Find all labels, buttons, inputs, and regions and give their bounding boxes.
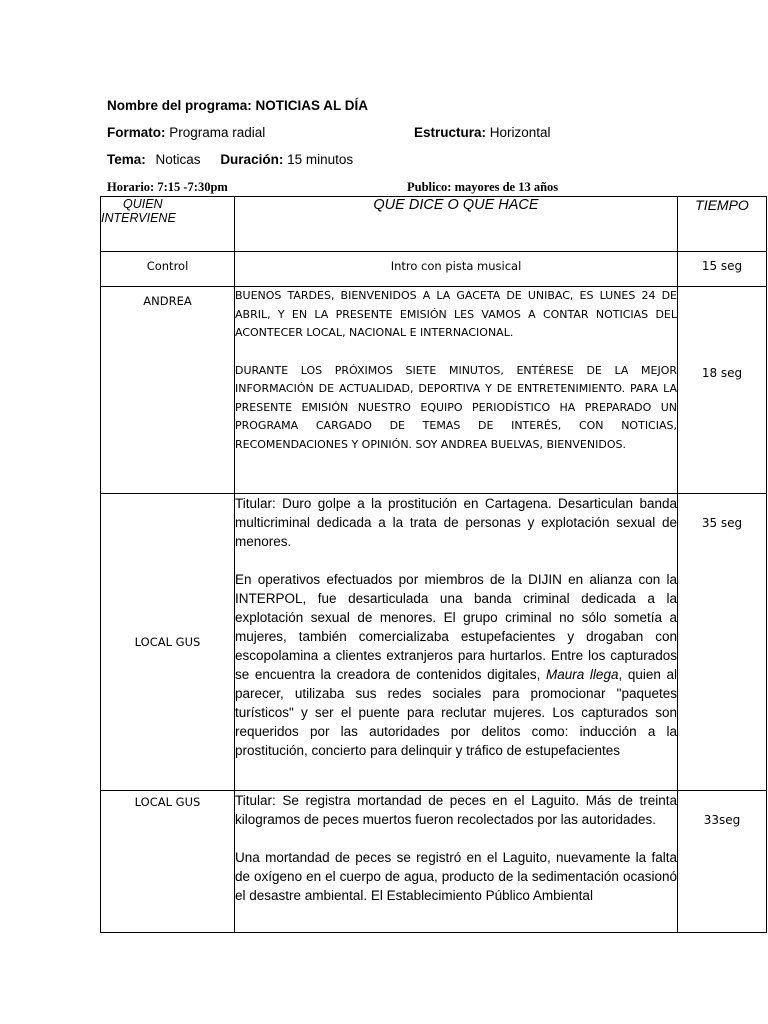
header-what: QUE DICE O QUE HACE: [235, 197, 678, 252]
format-line: [107, 125, 265, 140]
schedule-line: [107, 180, 228, 195]
audience-label: Publico:: [407, 180, 452, 194]
row-control-time: 15 seg: [678, 252, 767, 287]
gus1-body-italic: Maura llega: [546, 667, 619, 682]
andrea-paragraph-2: DURANTE LOS PRÓXIMOS SIETE MINUTOS, ENTÉRESE DE LA MEJOR INFORMACIÓN DE ACTUALIDAD, DEPORTIVA Y DE ENTRETENIMIENTO. PARA LA PRESENTE EMISIÓN NUESTRO EQUIPO PERIODÍSTICO HA PREPARADO UN PROGRAMA CARGADO DE TEMAS DE INTERÉS, CON NOTICIAS, RECOMENDACIONES Y OPINIÓN. SOY ANDREA BUELVAS, BIENVENIDOS.: [235, 363, 677, 451]
theme-label: Tema:: [107, 152, 146, 167]
row-andrea-time: 18 seg: [678, 287, 767, 494]
row-control-what: Intro con pista musical: [235, 252, 678, 287]
row-gus1-script: [235, 494, 678, 791]
table-header-row: [101, 197, 767, 252]
program-name-line: [107, 98, 368, 113]
format-label: Formato:: [107, 125, 166, 140]
table-row-gus-1: [101, 494, 767, 791]
structure-line: [414, 125, 551, 140]
row-control-who: Control: [101, 252, 235, 287]
audience-line: [407, 180, 558, 195]
header-who-line1: QUIEN: [123, 197, 163, 211]
gus1-body: [235, 570, 677, 760]
row-andrea-script: [235, 287, 678, 494]
header-time: TIEMPO: [678, 197, 767, 252]
radio-script-table: [100, 196, 767, 933]
theme-line: [107, 152, 353, 167]
row-gus2-who: LOCAL GUS: [101, 791, 235, 933]
duration-label: Duración:: [220, 152, 284, 167]
andrea-paragraph-1: BUENOS TARDES, BIENVENIDOS A LA GACETA DE UNIBAC, ES LUNES 24 DE ABRIL, Y EN LA PRESENTE EMISIÓN LES VAMOS A CONTAR NOTICIAS DEL ACONTECER LOCAL, NACIONAL E INTERNACIONAL.: [235, 289, 677, 339]
theme-value: Noticas: [155, 152, 201, 167]
table-row-gus-2: [101, 791, 767, 933]
program-name-label: Nombre del programa:: [107, 98, 252, 113]
table-row-control: [101, 252, 767, 287]
program-name-value: NOTICIAS AL DÍA: [255, 98, 369, 113]
header-who: [101, 197, 235, 252]
audience-value: mayores de 13 años: [454, 180, 559, 194]
row-gus1-time: 35 seg: [678, 494, 767, 791]
header-who-line2: INTERVIENE: [101, 211, 176, 225]
row-andrea-who: ANDREA: [101, 287, 235, 494]
gus1-headline: Titular: Duro golpe a la prostitución en Cartagena. Desarticulan banda multicriminal dedicada a la trata de personas y explotación sexual de menores.: [235, 496, 677, 549]
row-gus1-who: LOCAL GUS: [101, 494, 235, 791]
row-gus2-script: [235, 791, 678, 933]
table-row-andrea: [101, 287, 767, 494]
structure-label: Estructura:: [414, 125, 487, 140]
row-gus2-time: 33seg: [678, 791, 767, 933]
gus2-headline: Titular: Se registra mortandad de peces en el Laguito. Más de treinta kilogramos de peces muertos fueron recolectados por las autoridades.: [235, 793, 677, 827]
format-value: Programa radial: [169, 125, 266, 140]
gus2-body: Una mortandad de peces se registró en el Laguito, nuevamente la falta de oxígeno en el cuerpo de agua, producto de la sedimentación ocasionó el desastre ambiental. El Establecimiento Público Ambiental: [235, 850, 677, 903]
duration-value: 15 minutos: [287, 152, 354, 167]
gus1-body-part1: En operativos efectuados por miembros de la DIJIN en alianza con la INTERPOL, fue desarticulada una banda criminal dedicada a la explotación sexual de menores. El grupo criminal no sólo sometía a mujeres, también comercializaba estupefacientes y drogaban con escopolamina a clientes extranjeros para hurtarlos. Entre los capturados se encuentra la creadora de contenidos digitales,: [235, 572, 677, 682]
structure-value: Horizontal: [489, 125, 551, 140]
schedule-value: 7:15 -7:30pm: [157, 180, 228, 194]
schedule-label: Horario:: [107, 180, 155, 194]
gus1-body-part2: , quien al parecer, utilizaba sus redes sociales para promocionar "paquetes turísticos" y ser el puente para reclutar mujeres. Los capturados son requeridos por las autoridades por delitos como: inducción a la prostitución, concierto para delinquir y tráfico de estupefacientes: [235, 667, 678, 758]
